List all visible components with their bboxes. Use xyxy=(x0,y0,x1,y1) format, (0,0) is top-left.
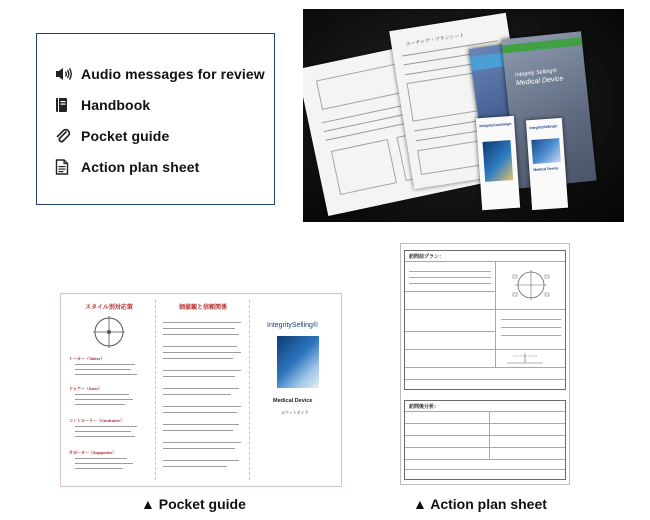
pocket-style-compass xyxy=(91,314,127,350)
legend-item-audio xyxy=(55,58,274,89)
legend-label-action-plan: Action plan sheet xyxy=(81,158,200,175)
action-plan-style-compass xyxy=(511,267,551,303)
pocket-cover-image xyxy=(277,336,319,388)
pocket-middle-heading: 価値観と信頼関係 xyxy=(179,305,228,311)
action-plan-top-section xyxy=(404,250,566,390)
photo-sheet-title: コーチング・プランシート xyxy=(405,32,465,48)
legend-item-action-plan xyxy=(55,151,274,182)
pocket-guide-scan xyxy=(60,293,342,487)
book-icon xyxy=(55,96,81,114)
caption-pocket-guide: ▲ Pocket guide xyxy=(141,496,246,512)
photo-pocket-guide-1 xyxy=(476,116,520,210)
pocket-left-heading: スタイル別対応策 xyxy=(85,305,133,311)
photo-book-title-2: Medical Device xyxy=(515,75,564,88)
action-plan-top-title: 訪問前プラン： xyxy=(409,254,445,260)
pocket-talker: トーカー（Talker） xyxy=(69,356,105,361)
action-plan-gap-graph xyxy=(505,351,545,365)
pocket-controller: コントローラー（Controller） xyxy=(69,418,125,423)
action-plan-bottom-title: 訪問後分析： xyxy=(409,404,440,410)
legend-box xyxy=(36,33,275,205)
photo-pocket-brand-1: IntegrityCoaching® xyxy=(479,121,512,129)
materials-photo xyxy=(303,9,624,222)
speaker-icon xyxy=(55,65,81,83)
pocket-jp-caption: ポケットガイド xyxy=(281,410,309,415)
legend-item-pocket-guide xyxy=(55,120,274,151)
photo-pocket-sub: Medical Device xyxy=(533,166,559,172)
photo-book-title-1: Integrity Selling® xyxy=(514,68,557,79)
document-icon xyxy=(55,158,81,176)
action-plan-bottom-section xyxy=(404,400,566,480)
legend-item-handbook xyxy=(55,89,274,120)
pocket-brand: IntegritySelling® xyxy=(267,322,319,329)
photo-pocket-brand-2: IntegritySelling® xyxy=(529,124,558,131)
legend-label-handbook: Handbook xyxy=(81,96,151,113)
action-plan-scan xyxy=(400,243,570,485)
legend-label-pocket-guide: Pocket guide xyxy=(81,127,170,144)
caption-action-plan: ▲ Action plan sheet xyxy=(413,496,547,512)
pocket-supporter: サポーター（Supporter） xyxy=(69,450,117,455)
pocket-device-title: Medical Device xyxy=(273,398,313,404)
legend-label-audio: Audio messages for review xyxy=(81,65,265,82)
photo-pocket-guide-2 xyxy=(526,118,568,210)
paperclip-icon xyxy=(55,127,81,145)
pocket-doer: ドゥアー（Doer） xyxy=(69,386,102,391)
